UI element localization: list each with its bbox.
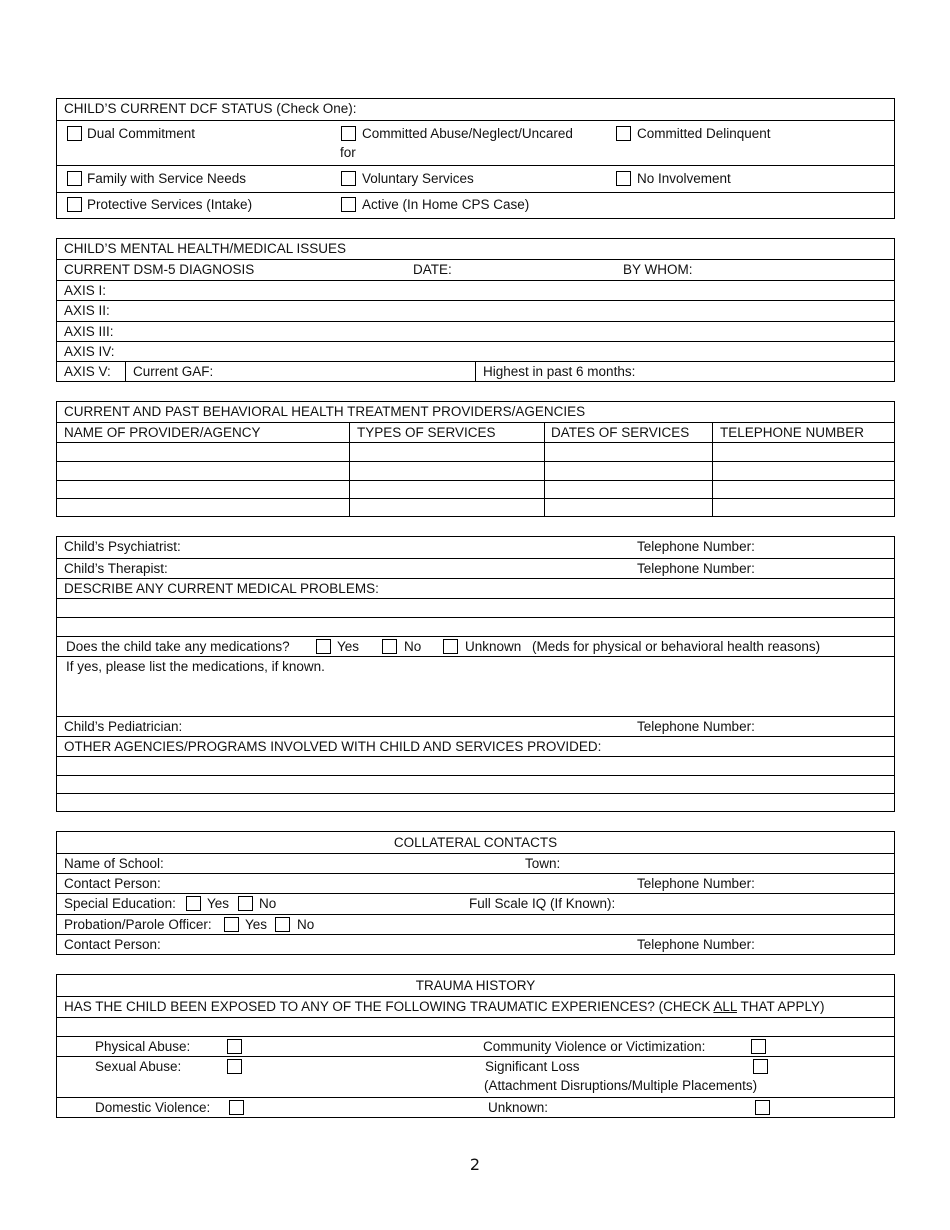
- meds-yes-checkbox[interactable]: [316, 639, 331, 654]
- school-contact-row[interactable]: [57, 873, 894, 893]
- voluntary-services-label: Voluntary Services: [362, 171, 474, 186]
- town-label: Town:: [525, 856, 561, 871]
- axis-5-divider: [125, 362, 126, 381]
- services-dates-column: DATES OF SERVICES: [551, 425, 690, 440]
- current-gaf-label: Current GAF:: [133, 364, 214, 379]
- probation-no-checkbox[interactable]: [275, 917, 290, 932]
- axis-1-row[interactable]: [57, 280, 894, 300]
- probation-label: Probation/Parole Officer:: [64, 917, 212, 932]
- col-divider: [349, 481, 350, 498]
- col-divider: [544, 462, 545, 480]
- other-agencies-label: OTHER AGENCIES/PROGRAMS INVOLVED WITH CHILD AND SERVICES PROVIDED:: [64, 739, 602, 754]
- family-service-needs-checkbox[interactable]: [67, 171, 82, 186]
- dcf-status-row-1: [57, 120, 894, 165]
- dcf-status-table: [56, 98, 895, 219]
- community-violence-checkbox[interactable]: [751, 1039, 766, 1054]
- trauma-row-1: [57, 1036, 894, 1056]
- special-ed-no-checkbox[interactable]: [238, 896, 253, 911]
- committed-abuse-label-cont: for: [340, 145, 356, 160]
- trauma-question-pre: HAS THE CHILD BEEN EXPOSED TO ANY OF THE FOLLOWING TRAUMATIC EXPERIENCES? (CHECK: [64, 999, 711, 1014]
- collateral-table: [56, 831, 895, 955]
- medical-table: [56, 536, 895, 812]
- significant-loss-label: Significant Loss: [485, 1059, 580, 1074]
- medications-question: Does the child take any medications?: [66, 639, 290, 654]
- highest-gaf-label: Highest in past 6 months:: [483, 364, 636, 379]
- probation-yes-label: Yes: [245, 917, 268, 932]
- services-type-column: TYPES OF SERVICES: [357, 425, 496, 440]
- special-ed-yes-label: Yes: [207, 896, 230, 911]
- trauma-blank-line: [57, 1017, 894, 1036]
- committed-delinquent-checkbox[interactable]: [616, 126, 631, 141]
- sexual-abuse-label: Sexual Abuse:: [95, 1059, 182, 1074]
- diagnosis-date-label: DATE:: [413, 262, 452, 277]
- meds-no-label: No: [404, 639, 422, 654]
- dcf-status-row-2: [57, 165, 894, 192]
- other-agencies-line[interactable]: [57, 775, 894, 793]
- therapist-label: Child’s Therapist:: [64, 561, 168, 576]
- medical-problems-line[interactable]: [57, 617, 894, 636]
- axis-5-row[interactable]: [57, 361, 894, 381]
- mental-health-header: CHILD’S MENTAL HEALTH/MEDICAL ISSUES: [64, 241, 347, 256]
- providers-header: CURRENT AND PAST BEHAVIORAL HEALTH TREATMENT PROVIDERS/AGENCIES: [64, 404, 586, 419]
- providers-header-row: [57, 402, 894, 422]
- probation-telephone-label: Telephone Number:: [637, 937, 755, 952]
- dcf-status-header: CHILD’S CURRENT DCF STATUS (Check One):: [64, 101, 357, 116]
- col-divider: [349, 499, 350, 516]
- col-divider: [712, 423, 713, 442]
- col-divider: [712, 499, 713, 516]
- collateral-header: COLLATERAL CONTACTS: [393, 835, 558, 850]
- sexual-abuse-checkbox[interactable]: [227, 1059, 242, 1074]
- school-label: Name of School:: [64, 856, 164, 871]
- therapist-row[interactable]: [57, 558, 894, 578]
- trauma-row-3: [57, 1097, 894, 1117]
- collateral-header-row: [57, 832, 894, 853]
- telephone-column: TELEPHONE NUMBER: [720, 425, 865, 440]
- trauma-row-2: [57, 1056, 894, 1097]
- axis-4-label: AXIS IV:: [64, 344, 115, 359]
- medications-row: [57, 636, 894, 656]
- meds-unknown-checkbox[interactable]: [443, 639, 458, 654]
- pediatrician-row[interactable]: [57, 716, 894, 736]
- probation-no-label: No: [297, 917, 315, 932]
- trauma-header: TRAUMA HISTORY: [415, 978, 536, 993]
- committed-abuse-checkbox[interactable]: [341, 126, 356, 141]
- psychiatrist-label: Child’s Psychiatrist:: [64, 539, 181, 554]
- school-contact-label: Contact Person:: [64, 876, 161, 891]
- provider-name-column: NAME OF PROVIDER/AGENCY: [64, 425, 261, 440]
- axis-4-row[interactable]: [57, 341, 894, 361]
- pediatrician-label: Child’s Pediatrician:: [64, 719, 183, 734]
- psychiatrist-telephone-label: Telephone Number:: [637, 539, 755, 554]
- no-involvement-label: No Involvement: [637, 171, 731, 186]
- col-divider: [544, 499, 545, 516]
- axis-1-label: AXIS I:: [64, 283, 107, 298]
- trauma-unknown-checkbox[interactable]: [755, 1100, 770, 1115]
- special-ed-yes-checkbox[interactable]: [186, 896, 201, 911]
- col-divider: [349, 462, 350, 480]
- probation-yes-checkbox[interactable]: [224, 917, 239, 932]
- medications-list-label: If yes, please list the medications, if known.: [66, 659, 325, 674]
- axis-2-row[interactable]: [57, 300, 894, 321]
- meds-note: (Meds for physical or behavioral health reasons): [532, 639, 821, 654]
- meds-unknown-label: Unknown: [465, 639, 522, 654]
- physical-abuse-label: Physical Abuse:: [95, 1039, 191, 1054]
- other-agencies-row: [57, 736, 894, 756]
- probation-contact-row[interactable]: [57, 934, 894, 954]
- other-agencies-line[interactable]: [57, 793, 894, 811]
- significant-loss-checkbox[interactable]: [753, 1059, 768, 1074]
- community-violence-label: Community Violence or Victimization:: [483, 1039, 706, 1054]
- table-row[interactable]: [57, 480, 894, 498]
- committed-delinquent-label: Committed Delinquent: [637, 126, 771, 141]
- col-divider: [349, 443, 350, 461]
- mental-health-table: [56, 238, 895, 382]
- col-divider: [712, 481, 713, 498]
- medical-problems-line[interactable]: [57, 598, 894, 617]
- other-agencies-line[interactable]: [57, 756, 894, 775]
- axis-5-label: AXIS V:: [64, 364, 111, 379]
- table-row[interactable]: [57, 442, 894, 461]
- gaf-divider: [475, 362, 476, 381]
- trauma-question: [64, 999, 825, 1015]
- mental-health-header-row: [57, 239, 894, 259]
- col-divider: [712, 462, 713, 480]
- axis-3-label: AXIS III:: [64, 324, 114, 339]
- diagnosis-by-whom-label: BY WHOM:: [623, 262, 693, 277]
- therapist-telephone-label: Telephone Number:: [637, 561, 755, 576]
- school-row[interactable]: [57, 853, 894, 873]
- meds-yes-label: Yes: [337, 639, 360, 654]
- protective-services-label: Protective Services (Intake): [87, 197, 253, 212]
- col-divider: [544, 423, 545, 442]
- special-ed-no-label: No: [259, 896, 277, 911]
- col-divider: [712, 443, 713, 461]
- col-divider: [544, 481, 545, 498]
- axis-3-row[interactable]: [57, 321, 894, 341]
- dcf-status-row-3: [57, 192, 894, 218]
- committed-abuse-label: Committed Abuse/Neglect/Uncared: [362, 126, 573, 141]
- iq-label: Full Scale IQ (If Known):: [469, 896, 616, 911]
- table-row[interactable]: [57, 461, 894, 480]
- probation-row: [57, 914, 894, 934]
- describe-medical-label: DESCRIBE ANY CURRENT MEDICAL PROBLEMS:: [64, 581, 379, 596]
- col-divider: [349, 423, 350, 442]
- special-ed-label: Special Education:: [64, 896, 176, 911]
- trauma-question-post: THAT APPLY): [740, 999, 825, 1014]
- diagnosis-row[interactable]: [57, 259, 894, 280]
- page-number: 2: [469, 1155, 481, 1174]
- axis-2-label: AXIS II:: [64, 303, 110, 318]
- dual-commitment-checkbox[interactable]: [67, 126, 82, 141]
- significant-loss-note: (Attachment Disruptions/Multiple Placements): [484, 1078, 758, 1093]
- voluntary-services-checkbox[interactable]: [341, 171, 356, 186]
- special-ed-row: [57, 893, 894, 914]
- diagnosis-label: CURRENT DSM-5 DIAGNOSIS: [64, 262, 255, 277]
- active-cps-checkbox[interactable]: [341, 197, 356, 212]
- pediatrician-telephone-label: Telephone Number:: [637, 719, 755, 734]
- probation-contact-label: Contact Person:: [64, 937, 161, 952]
- family-service-needs-label: Family with Service Needs: [87, 171, 247, 186]
- providers-columns-row: [57, 422, 894, 442]
- dual-commitment-label: Dual Commitment: [87, 126, 196, 141]
- dcf-status-header-row: [57, 99, 894, 120]
- providers-table: [56, 401, 895, 517]
- trauma-question-row: [57, 996, 894, 1017]
- medications-list-box[interactable]: [57, 656, 894, 716]
- psychiatrist-row[interactable]: [57, 537, 894, 558]
- trauma-header-row: [57, 975, 894, 996]
- trauma-table: [56, 974, 895, 1118]
- domestic-violence-label: Domestic Violence:: [95, 1100, 211, 1115]
- meds-no-checkbox[interactable]: [382, 639, 397, 654]
- trauma-unknown-label: Unknown:: [488, 1100, 549, 1115]
- school-telephone-label: Telephone Number:: [637, 876, 755, 891]
- active-cps-label: Active (In Home CPS Case): [362, 197, 530, 212]
- describe-medical-row: [57, 578, 894, 598]
- col-divider: [544, 443, 545, 461]
- no-involvement-checkbox[interactable]: [616, 171, 631, 186]
- domestic-violence-checkbox[interactable]: [229, 1100, 244, 1115]
- protective-services-checkbox[interactable]: [67, 197, 82, 212]
- table-row[interactable]: [57, 498, 894, 516]
- physical-abuse-checkbox[interactable]: [227, 1039, 242, 1054]
- trauma-question-all: ALL: [713, 999, 737, 1014]
